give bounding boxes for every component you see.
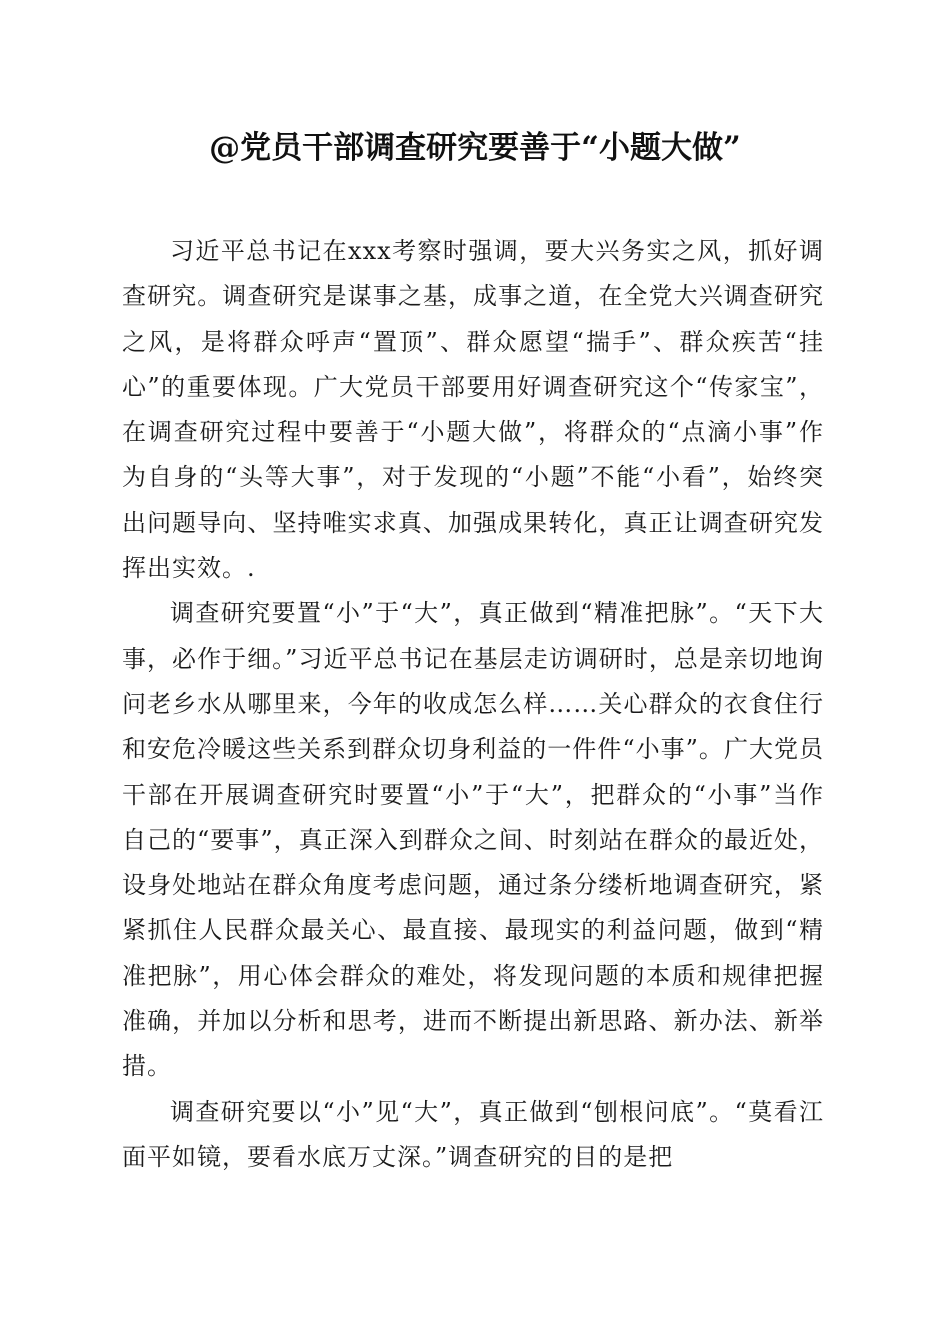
paragraph-3: 调查研究要以“小”见“大”，真正做到“刨根问底”。“莫看江面平如镜，要看水底万丈深。”调查研究的目的是把 (122, 1097, 824, 1171)
paragraph-2: 调查研究要置“小”于“大”，真正做到“精准把脉”。“天下大事，必作于细。”习近平总书记在基层走访调研时，总是亲切地询问老乡水从哪里来，今年的收成怎么样……关心群众的衣食住行和安危冷暖这些关系到群众切身利益的一件件“小事”。广大党员干部在开展调查研究时要置“小”于“大”，把群众的“小事”当作自己的“要事”，真正深入到群众之间、时刻站在群众的最近处，设身处地站在群众角度考虑问题，通过条分缕析地调查研究，紧紧抓住人民群众最关心、最直接、最现实的利益问题，做到“精准把脉”，用心体会群众的难处，将发现问题的本质和规律把握准确，并加以分析和思考，进而不断提出新思路、新办法、新举措。 (122, 599, 824, 1081)
document-body (122, 229, 824, 1180)
document-title: @党员干部调查研究要善于“小题大做” (209, 130, 741, 166)
paragraph-1: 习近平总书记在xxx考察时强调，要大兴务实之风，抓好调查研究。调查研究是谋事之基，成事之道，在全党大兴调查研究之风，是将群众呼声“置顶”、群众愿望“揣手”、群众疾苦“挂心”的重要体现。广大党员干部要用好调查研究这个“传家宝”，在调查研究过程中要善于“小题大做”，将群众的“点滴小事”作为自身的“头等大事”，对于发现的“小题”不能“小看”，始终突出问题导向、坚持唯实求真、加强成果转化，真正让调查研究发挥出实效。. (122, 237, 824, 583)
